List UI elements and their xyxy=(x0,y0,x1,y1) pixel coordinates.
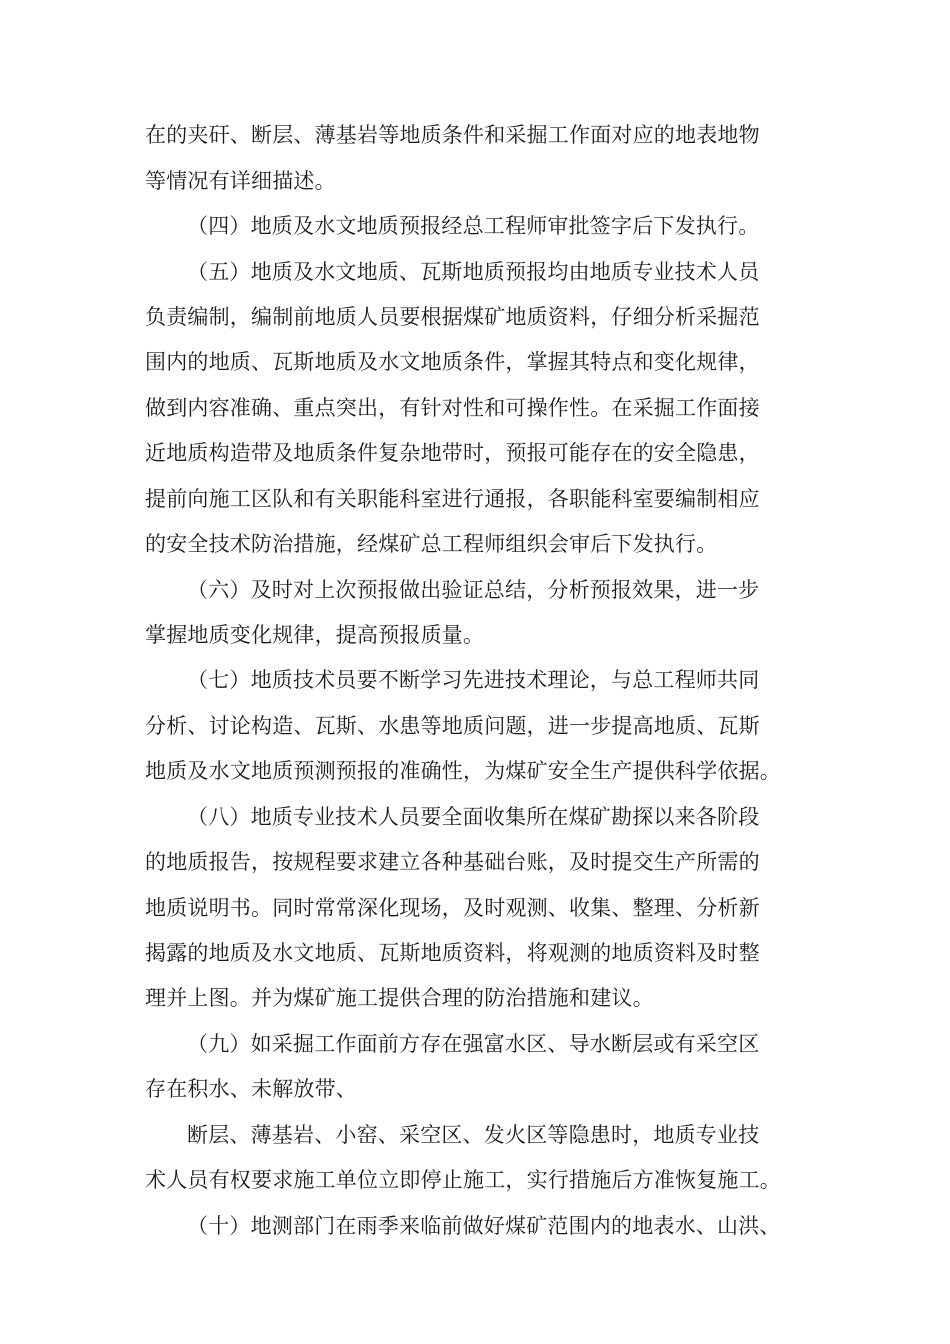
text-line: 提前向施工区队和有关职能科室进行通报，各职能科室要编制相应 xyxy=(145,487,760,511)
text-line: 的安全技术防治措施，经煤矿总工程师组织会审后下发执行。 xyxy=(145,532,718,556)
text-line: 做到内容准确、重点突出，有针对性和可操作性。在采掘工作面接 xyxy=(145,396,760,420)
section-6-line: （六）及时对上次预报做出验证总结，分析预报效果，进一步 xyxy=(187,578,760,602)
text-line: 地质及水文地质预测预报的准确性，为煤矿安全生产提供科学依据。 xyxy=(145,759,781,783)
text-line: 掌握地质变化规律，提高预报质量。 xyxy=(145,623,485,647)
text-line: 揭露的地质及水文地质、瓦斯地质资料，将观测的地质资料及时整 xyxy=(145,941,760,965)
text-line: 术人员有权要求施工单位立即停止施工，实行措施后方准恢复施工。 xyxy=(145,1168,781,1192)
text-line: 存在积水、未解放带、 xyxy=(145,1077,357,1101)
text-line: 围内的地质、瓦斯地质及水文地质条件，掌握其特点和变化规律， xyxy=(145,350,760,374)
text-line: 近地质构造带及地质条件复杂地带时，预报可能存在的安全隐患， xyxy=(145,441,760,465)
text-line: 等情况有详细描述。 xyxy=(145,169,336,193)
text-line: 在的夹矸、断层、薄基岩等地质条件和采掘工作面对应的地表地物 xyxy=(145,123,760,147)
section-5-line: （五）地质及水文地质、瓦斯地质预报均由地质专业技术人员 xyxy=(187,260,760,284)
section-8-line: （八）地质专业技术人员要全面收集所在煤矿勘探以来各阶段 xyxy=(187,805,760,829)
text-line: 断层、薄基岩、小窑、采空区、发火区等隐患时，地质专业技 xyxy=(187,1123,760,1147)
text-line: 的地质报告，按规程要求建立各种基础台账，及时提交生产所需的 xyxy=(145,850,760,874)
section-9-line: （九）如采掘工作面前方存在强富水区、导水断层或有采空区 xyxy=(187,1032,760,1056)
text-line: 地质说明书。同时常常深化现场，及时观测、收集、整理、分析新 xyxy=(145,896,760,920)
section-7-line: （七）地质技术员要不断学习先进技术理论，与总工程师共同 xyxy=(187,668,760,692)
section-4-line: （四）地质及水文地质预报经总工程师审批签字后下发执行。 xyxy=(187,214,760,238)
text-line: 分析、讨论构造、瓦斯、水患等地质问题，进一步提高地质、瓦斯 xyxy=(145,714,760,738)
section-10-line: （十）地测部门在雨季来临前做好煤矿范围内的地表水、山洪、 xyxy=(187,1214,781,1238)
text-line: 理并上图。并为煤矿施工提供合理的防治措施和建议。 xyxy=(145,986,654,1010)
text-line: 负责编制，编制前地质人员要根据煤矿地质资料，仔细分析采掘范 xyxy=(145,305,760,329)
